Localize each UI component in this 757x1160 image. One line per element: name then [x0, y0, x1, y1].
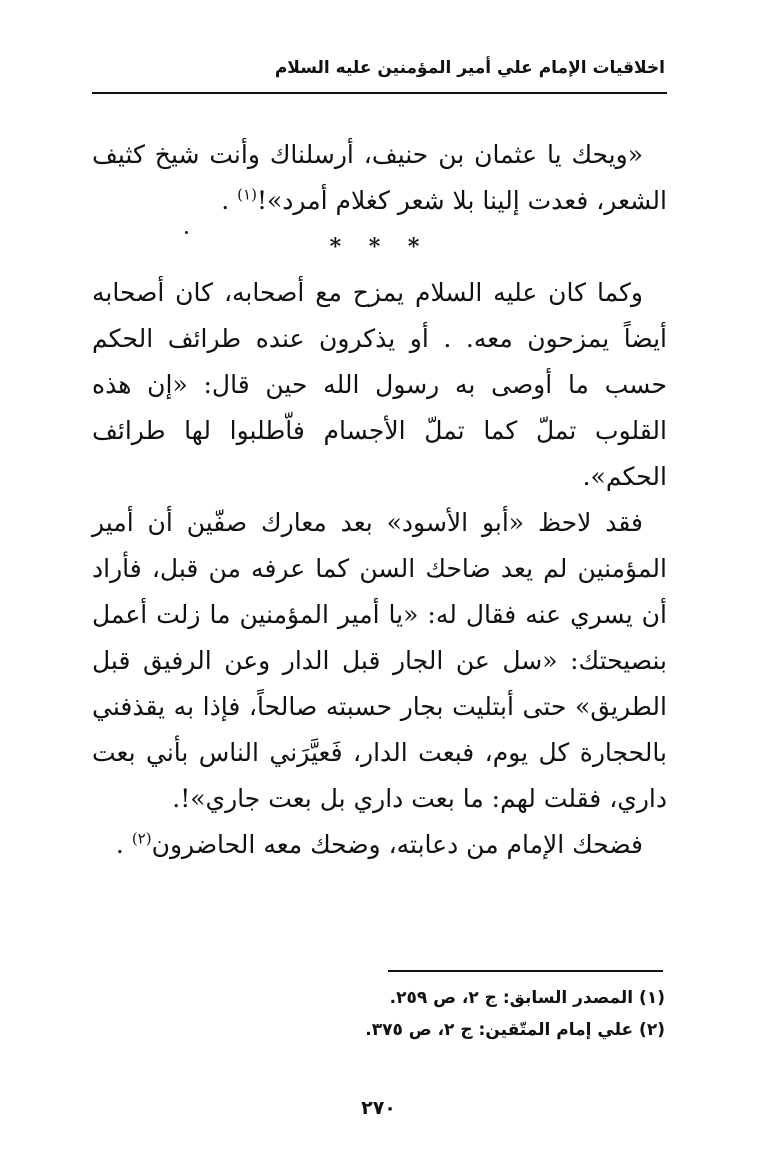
paragraph-1-end: . — [221, 186, 238, 215]
paragraph-4-text: فضحك الإمام من دعابته، وضحك معه الحاضرون — [151, 830, 643, 859]
page-number: ٢٧٠ — [361, 1097, 396, 1119]
footnote-2: (٢) علي إمام المتّقين: ج ٢، ص ٣٧٥. — [365, 1020, 665, 1040]
paragraph-4-end: . — [115, 830, 132, 859]
paragraph-4 — [92, 822, 667, 868]
paragraph-3: فقد لاحظ «أبو الأسود» بعد معارك صفّين أن أمير المؤمنين لم يعد ضاحك السن كما عرفه من قبل، فأراد أن يسري عنه فقال له: «يا أمير المؤمنين ما زلت أعمل بنصيحتك: «سل عن الجار قبل الدار وعن الرفيق قبل الطريق» حتى أبتليت بجار حسبته صالحاً، فإذا به يقذفني بالحجارة كل يوم، فبعت الدار، فَعيَّرَني الناس بأني بعت داري، فقلت لهم: ما بعت داري بل بعت جاري»!. — [92, 508, 667, 813]
main-text — [92, 132, 667, 868]
paragraph-2: وكما كان عليه السلام يمزح مع أصحابه، كان أصحابه أيضاً يمزحون معه. . أو يذكرون عنده طرائف الحكم حسب ما أوصى به رسول الله حين قال: «إن هذه القلوب تملّ كما تملّ الأجسام فاّطلبوا لها طرائف الحكم». — [92, 278, 667, 491]
running-head: اخلاقيات الإمام علي أمير المؤمنين عليه السلام — [274, 58, 665, 78]
footnote-ref-2: (٢) — [131, 829, 152, 848]
header-rule — [92, 92, 667, 94]
paragraph-1 — [92, 132, 667, 224]
footnote-1: (١) المصدر السابق: ج ٢، ص ٢٥٩. — [389, 988, 665, 1008]
paragraph-1-text: «ويحك يا عثمان بن حنيف، أرسلناك وأنت شيخ كثيف الشعر، فعدت إلينا بلا شعر كغلام أمرد»! — [92, 140, 667, 215]
footnote-rule — [388, 970, 663, 972]
footnote-ref-1: (١) — [237, 185, 257, 204]
section-separator: * * * — [329, 234, 430, 260]
footnotes — [245, 982, 665, 1046]
